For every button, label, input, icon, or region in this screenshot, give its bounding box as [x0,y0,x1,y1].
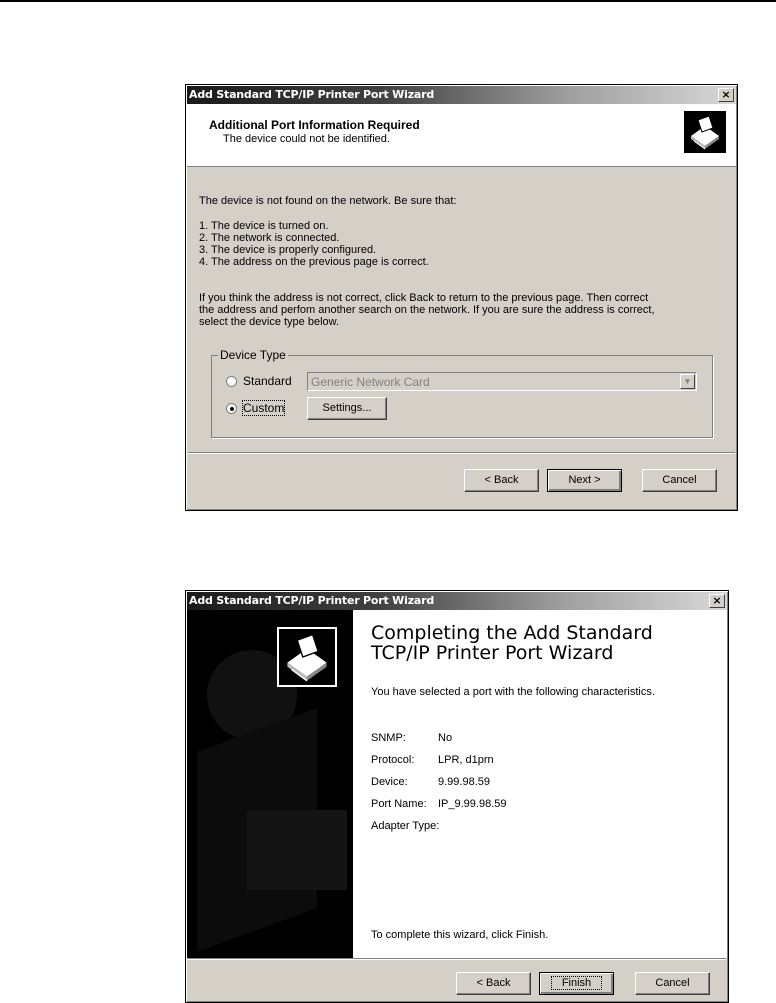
summary-intro: You have selected a port with the following characteristics. [371,686,655,698]
checklist-item: 3. The device is properly configured. [199,244,377,256]
close-icon: × [712,594,722,607]
page-top-rule [0,0,776,2]
intro-text: The device is not found on the network. Be sure that: [199,195,457,207]
header-subtitle: The device could not be identified. [223,133,390,145]
chevron-down-icon[interactable]: ▼ [680,374,695,389]
wizard-header [187,104,736,167]
dialog-title-bar[interactable] [187,592,727,610]
back-button[interactable]: < Back [456,972,531,995]
cancel-button[interactable]: Cancel [642,469,717,492]
back-button[interactable]: < Back [464,469,539,492]
field-value: 9.99.98.59 [438,776,490,788]
completing-wizard-dialog [185,590,729,1003]
checklist-item: 2. The network is connected. [199,232,340,244]
field-value: IP_9.99.98.59 [438,798,507,810]
cancel-button[interactable]: Cancel [635,972,710,995]
wizard-heading-line: Completing the Add Standard [371,622,653,644]
device-type-select[interactable] [307,372,697,391]
finish-button-label: Finish [552,977,601,989]
field-label: Adapter Type: [371,820,440,832]
close-button[interactable] [709,594,725,608]
watermark-shape [247,810,347,890]
device-type-group [211,348,713,438]
close-button[interactable] [718,88,734,102]
wizard-heading-line: TCP/IP Printer Port Wizard [371,642,614,664]
custom-radio[interactable] [226,403,237,414]
printer-icon [684,111,726,153]
footer-separator [188,452,735,454]
device-type-label: Device Type [220,348,286,362]
dialog-title-bar[interactable] [187,86,736,104]
dialog-title: Add Standard TCP/IP Printer Port Wizard [189,88,435,101]
footer-separator [188,958,726,960]
wizard-heading [371,623,653,663]
finish-hint: To complete this wizard, click Finish. [371,929,549,941]
next-button[interactable]: Next > [547,469,622,492]
printer-icon [277,627,337,687]
settings-button[interactable]: Settings... [307,397,387,420]
instructions-line: If you think the address is not correct, click Back to return to the previous page. Then correct [199,292,649,304]
port-info-dialog [185,84,738,511]
instructions-line: the address and perfom another search on the network. If you are sure the address is correct, [199,304,655,316]
wizard-content-panel [353,610,727,958]
standard-radio-label[interactable]: Standard [243,374,292,388]
field-value: LPR, d1prn [438,754,494,766]
checklist-item: 4. The address on the previous page is correct. [199,256,429,268]
field-value: No [438,732,453,744]
custom-radio-label[interactable]: Custom [243,401,285,415]
device-type-select-value: Generic Network Card [311,375,430,389]
field-label: Protocol: [371,754,415,766]
dialog-title: Add Standard TCP/IP Printer Port Wizard [189,594,435,607]
field-label: SNMP: [371,732,406,744]
wizard-side-panel [187,610,353,958]
field-label: Device: [371,776,408,788]
instructions-line: select the device type below. [199,316,340,328]
close-icon: × [721,88,731,101]
field-label: Port Name: [371,798,427,810]
finish-button[interactable] [539,972,614,995]
standard-radio[interactable] [226,376,237,387]
header-title: Additional Port Information Required [209,118,420,132]
checklist-item: 1. The device is turned on. [199,220,329,232]
